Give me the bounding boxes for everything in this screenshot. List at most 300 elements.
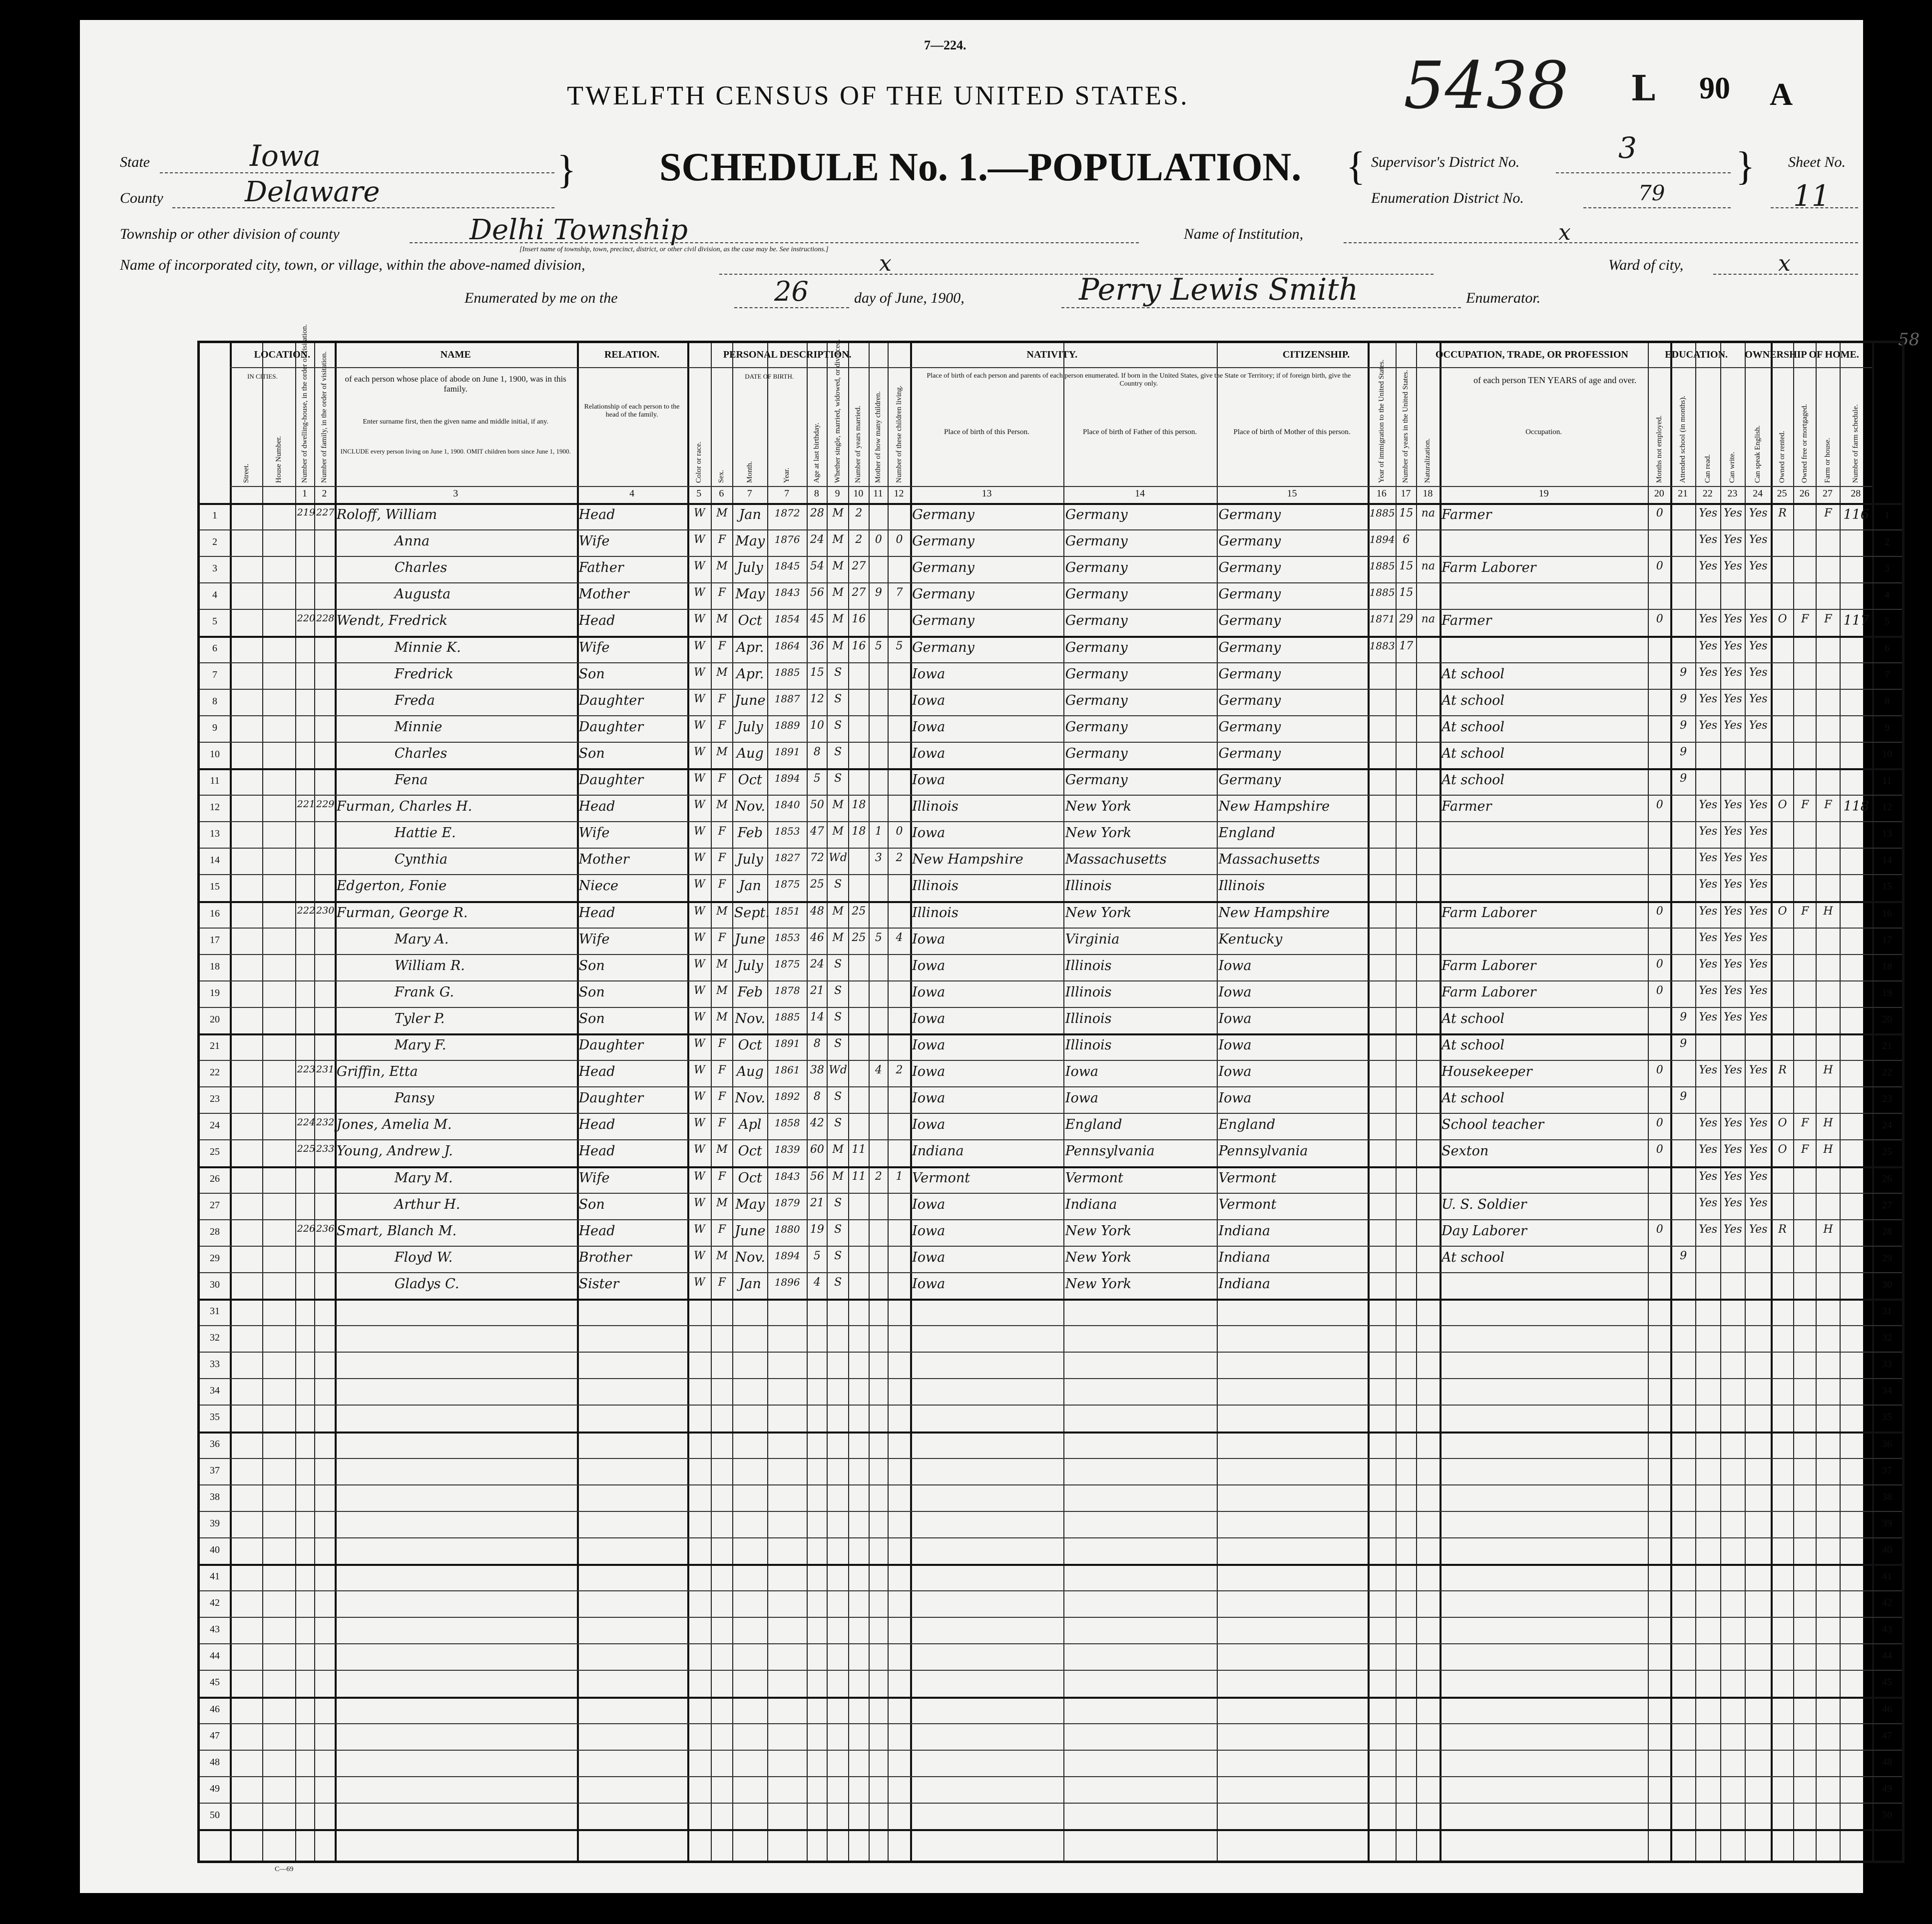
- cell-occ: At school: [1442, 719, 1504, 735]
- cell-pf: Germany: [1065, 533, 1128, 549]
- column-label: Number of farm schedule.: [1852, 404, 1860, 483]
- row-number-right: 29: [1882, 1252, 1892, 1264]
- enumeration-line: [1583, 207, 1731, 208]
- row-number-right: 39: [1882, 1517, 1892, 1529]
- institution-label: Name of Institution,: [1184, 226, 1304, 242]
- column-line: [732, 343, 733, 1861]
- cell-age: 47: [810, 825, 824, 838]
- cell-mon: Nov.: [735, 799, 765, 815]
- column-group-header: OWNERSHIP OF HOME.: [1745, 349, 1859, 360]
- cell-col: W: [693, 1037, 705, 1050]
- cell-name: Minnie: [394, 719, 443, 735]
- cell-age: 42: [810, 1117, 824, 1130]
- cell-ms: M: [832, 586, 844, 599]
- cell-fs: 118: [1843, 799, 1870, 815]
- cell-mon: Oct: [738, 1143, 762, 1159]
- right-brace: {: [1346, 144, 1366, 188]
- cell-sex: M: [716, 745, 728, 758]
- cell-sch: 9: [1680, 1090, 1687, 1103]
- cell-pb: Germany: [912, 560, 974, 576]
- cell-name: Jones, Amelia M.: [336, 1117, 452, 1133]
- cell-age: 50: [810, 799, 824, 812]
- cell-yr: 1854: [774, 613, 800, 625]
- column-label: Occupation.: [1525, 428, 1562, 436]
- cell-ms: S: [834, 1037, 842, 1050]
- cell-yr: 1839: [774, 1143, 800, 1156]
- township-instruction: [Insert name of township, town, precinct, district, or other civil division, as the case may be. See instructions.]: [519, 246, 829, 253]
- cell-pm: New Hampshire: [1218, 905, 1330, 921]
- cell-ms: S: [834, 745, 842, 758]
- cell-mc: 5: [875, 931, 882, 944]
- cell-col: W: [693, 719, 705, 732]
- cell-dw: 224: [297, 1117, 316, 1128]
- row-number-right: 25: [1882, 1146, 1892, 1158]
- cell-sex: M: [716, 613, 728, 626]
- cell-sp: Yes: [1749, 825, 1768, 838]
- cell-pf: Germany: [1065, 719, 1128, 735]
- cell-mc: 2: [875, 1170, 882, 1183]
- cell-yr: 1894: [774, 1249, 800, 1262]
- row-number-left: 31: [210, 1306, 220, 1317]
- cell-col: W: [693, 984, 705, 997]
- row-number-right: 13: [1882, 828, 1892, 840]
- column-label: Can speak English.: [1754, 425, 1762, 483]
- cell-own: O: [1778, 1143, 1787, 1156]
- cell-rd: Yes: [1699, 852, 1718, 865]
- cell-dw: 226: [297, 1223, 316, 1234]
- cell-nat: na: [1421, 560, 1435, 573]
- row-line: [200, 1007, 1902, 1008]
- cell-ms: S: [834, 692, 842, 705]
- cell-occ: School teacher: [1442, 1117, 1544, 1133]
- column-label: Number of these children living.: [895, 385, 903, 483]
- cell-pf: New York: [1065, 905, 1132, 921]
- cell-pb: Iowa: [912, 1196, 946, 1212]
- cell-fm: F: [1801, 1117, 1809, 1130]
- cell-sex: M: [716, 1249, 728, 1262]
- cell-ms: S: [834, 1276, 842, 1289]
- cell-rel: Head: [578, 613, 615, 629]
- row-number-right: 41: [1882, 1571, 1892, 1582]
- row-line: [200, 954, 1902, 955]
- cell-name: Roloff, William: [336, 507, 438, 522]
- cell-age: 8: [813, 1037, 821, 1050]
- city-value: x: [879, 251, 892, 276]
- column-label: Whether single, married, widowed, or divorced.: [833, 339, 842, 483]
- cell-fam: 236: [316, 1223, 335, 1234]
- cell-wr: Yes: [1723, 560, 1742, 573]
- column-line: [1840, 343, 1841, 1861]
- row-number-left: 23: [210, 1093, 220, 1105]
- cell-pf: Germany: [1065, 639, 1128, 655]
- cell-pf: New York: [1065, 1223, 1132, 1239]
- row-number-right: 20: [1882, 1013, 1892, 1025]
- column-number: 10: [853, 488, 864, 499]
- cell-fh: H: [1823, 1117, 1833, 1130]
- cell-age: 21: [810, 984, 824, 997]
- row-number-right: 28: [1882, 1226, 1892, 1237]
- cell-yus: 29: [1399, 613, 1414, 626]
- cell-sp: Yes: [1749, 1010, 1768, 1023]
- cell-wr: Yes: [1723, 1196, 1742, 1209]
- cell-pf: Germany: [1065, 666, 1128, 682]
- form-number: 7—224.: [924, 38, 966, 52]
- cell-pf: Illinois: [1065, 1010, 1112, 1026]
- cell-yr: 1875: [774, 878, 800, 891]
- cell-yr: 1861: [774, 1064, 800, 1076]
- cell-wr: Yes: [1723, 825, 1742, 838]
- column-label: Number of years married.: [854, 406, 863, 483]
- cell-age: 4: [813, 1276, 821, 1289]
- column-group-header: RELATION.: [604, 349, 660, 360]
- cell-age: 45: [810, 613, 824, 626]
- cell-age: 25: [810, 878, 824, 891]
- cell-yi: 1883: [1369, 639, 1395, 652]
- cell-occ: At school: [1442, 1037, 1504, 1053]
- row-line: [200, 980, 1902, 981]
- row-number-left: 16: [210, 908, 220, 919]
- row-line: [200, 1537, 1902, 1538]
- cell-rel: Head: [578, 1064, 615, 1080]
- column-number: 12: [894, 488, 904, 499]
- cell-pf: Illinois: [1065, 958, 1112, 973]
- cell-pm: Germany: [1218, 613, 1281, 629]
- cell-rel: Son: [578, 958, 605, 973]
- cell-name: Pansy: [394, 1090, 435, 1106]
- cell-col: W: [693, 1276, 705, 1289]
- column-line: [262, 343, 263, 1861]
- cell-ym: 18: [852, 799, 866, 812]
- row-number-left: 49: [210, 1783, 220, 1794]
- stamped-page-number: 90: [1699, 71, 1730, 105]
- row-number-left: 32: [210, 1332, 220, 1344]
- cell-name: Griffin, Etta: [336, 1064, 418, 1080]
- row-number-left: 47: [210, 1730, 220, 1741]
- cell-pf: Illinois: [1065, 984, 1112, 1000]
- cell-name: Arthur H.: [394, 1196, 461, 1212]
- cell-sp: Yes: [1749, 613, 1768, 626]
- cell-pm: England: [1218, 1117, 1276, 1133]
- cell-pb: Iowa: [912, 772, 946, 788]
- cell-pm: Iowa: [1218, 984, 1252, 1000]
- cell-pf: Germany: [1065, 507, 1128, 522]
- row-line: [200, 1484, 1902, 1485]
- column-group-header: NATIVITY.: [1026, 349, 1078, 360]
- cell-pb: Iowa: [912, 1249, 946, 1265]
- row-number-right: 22: [1882, 1067, 1892, 1078]
- supervisor-district-label: Supervisor's District No.: [1371, 154, 1520, 170]
- cell-fam: 228: [316, 613, 335, 624]
- cell-ms: M: [832, 533, 844, 546]
- row-number-left: 14: [210, 855, 220, 866]
- row-line: [200, 1352, 1902, 1353]
- cell-rd: Yes: [1699, 1143, 1718, 1156]
- row-line: [200, 1272, 1902, 1273]
- row-number-right: 4: [1885, 589, 1890, 601]
- row-number-left: 33: [210, 1359, 220, 1370]
- cell-rd: Yes: [1699, 692, 1718, 705]
- row-line: [200, 609, 1902, 610]
- cell-sch: 9: [1680, 1249, 1687, 1262]
- name-instruction: Enter surname first, then the given name and middle initial, if any.: [363, 418, 548, 426]
- cell-name: Smart, Blanch M.: [336, 1223, 457, 1239]
- cell-wr: Yes: [1723, 692, 1742, 705]
- column-line: [807, 343, 808, 1861]
- cell-cl: 2: [896, 1064, 903, 1077]
- cell-rel: Son: [578, 984, 605, 1000]
- row-line: [200, 1432, 1902, 1434]
- cell-wr: Yes: [1723, 1010, 1742, 1023]
- cell-sex: F: [718, 878, 726, 891]
- cell-sex: F: [718, 825, 726, 838]
- cell-sp: Yes: [1749, 984, 1768, 997]
- row-number-left: 50: [210, 1809, 220, 1821]
- cell-pm: New Hampshire: [1218, 799, 1330, 815]
- cell-name: Hattie E.: [394, 825, 456, 841]
- cell-pm: Vermont: [1218, 1170, 1277, 1186]
- cell-ym: 16: [852, 639, 866, 652]
- header-bottom-line: [200, 503, 1902, 505]
- cell-sex: M: [716, 905, 728, 918]
- cell-yr: 1892: [774, 1090, 800, 1103]
- row-line: [200, 1405, 1902, 1406]
- cell-name: Floyd W.: [394, 1249, 453, 1265]
- cell-mc: 4: [875, 1064, 882, 1077]
- row-line: [200, 1697, 1902, 1699]
- row-number-left: 42: [210, 1597, 220, 1609]
- row-number-left: 7: [212, 669, 217, 680]
- row-number-left: 46: [210, 1703, 220, 1715]
- cell-name: Edgerton, Fonie: [336, 878, 447, 894]
- cell-col: W: [693, 1064, 705, 1077]
- cell-name: Gladys C.: [394, 1276, 460, 1292]
- cell-pm: Germany: [1218, 507, 1281, 522]
- cell-yr: 1853: [774, 825, 800, 838]
- cell-sch: 9: [1680, 719, 1687, 732]
- column-label: Year.: [783, 468, 791, 483]
- cell-col: W: [693, 799, 705, 812]
- column-number: 28: [1851, 488, 1861, 499]
- cell-ym: 25: [852, 931, 866, 944]
- cell-age: 10: [810, 719, 824, 732]
- cell-rel: Daughter: [578, 1090, 644, 1106]
- cell-sex: F: [718, 931, 726, 944]
- cell-rel: Head: [578, 1143, 615, 1159]
- cell-mc: 3: [875, 852, 882, 865]
- enumerator-label: Enumerator.: [1466, 290, 1541, 306]
- cell-ms: Wd: [829, 852, 847, 865]
- cell-wr: Yes: [1723, 719, 1742, 732]
- cell-age: 24: [810, 958, 824, 970]
- cell-yi: 1894: [1369, 533, 1395, 546]
- cell-ms: S: [834, 666, 842, 679]
- row-line: [200, 901, 1902, 903]
- cell-name: Fena: [394, 772, 428, 788]
- row-number-left: 1: [212, 510, 217, 521]
- column-group-header: OCCUPATION, TRADE, OR PROFESSION: [1435, 349, 1628, 360]
- cell-yr: 1896: [774, 1276, 800, 1288]
- column-number: 8: [814, 488, 819, 499]
- cell-fam: 233: [316, 1143, 335, 1155]
- cell-fh: H: [1823, 1143, 1833, 1156]
- column-number: 25: [1777, 488, 1787, 499]
- cell-pb: Germany: [912, 586, 974, 602]
- cell-sex: M: [716, 799, 728, 812]
- cell-col: W: [693, 852, 705, 865]
- cell-pb: Iowa: [912, 958, 946, 973]
- column-number: 7: [747, 488, 752, 499]
- cell-occ: Sexton: [1442, 1143, 1489, 1159]
- handwritten-letter: L: [1631, 67, 1656, 109]
- row-number-left: 35: [210, 1412, 220, 1423]
- township-value: Delhi Township: [470, 214, 688, 246]
- cell-nat: na: [1421, 613, 1435, 626]
- cell-yr: 1827: [774, 852, 800, 864]
- row-line: [200, 1617, 1902, 1618]
- cell-sex: F: [718, 1090, 726, 1103]
- cell-mon: Oct: [738, 772, 762, 788]
- row-line: [200, 928, 1902, 929]
- row-line: [200, 874, 1902, 875]
- cell-col: W: [693, 639, 705, 652]
- cell-col: W: [693, 560, 705, 573]
- cell-sp: Yes: [1749, 799, 1768, 812]
- column-number: 14: [1135, 488, 1145, 499]
- cell-col: W: [693, 878, 705, 891]
- cell-age: 14: [810, 1010, 824, 1023]
- cell-pb: Iowa: [912, 1276, 946, 1292]
- row-line: [200, 768, 1902, 770]
- row-number-left: 6: [212, 642, 217, 654]
- cell-ms: M: [832, 613, 844, 626]
- date-suffix-label: day of June, 1900,: [854, 290, 965, 306]
- county-label: County: [120, 190, 163, 206]
- cell-mon: May: [735, 533, 765, 549]
- margin-note: 58: [1898, 330, 1920, 350]
- township-label: Township or other division of county: [120, 226, 340, 242]
- cell-pm: Germany: [1218, 639, 1281, 655]
- row-line: [200, 1750, 1902, 1751]
- cell-ms: S: [834, 772, 842, 785]
- cell-sp: Yes: [1749, 958, 1768, 970]
- cell-ym: 2: [855, 533, 863, 546]
- cell-wr: Yes: [1723, 984, 1742, 997]
- cell-rel: Son: [578, 745, 605, 761]
- institution-line: [1344, 242, 1858, 243]
- column-line: [1063, 343, 1064, 1861]
- cell-pf: Pennsylvania: [1065, 1143, 1155, 1159]
- cell-fs: 117: [1843, 613, 1870, 629]
- row-line: [200, 1590, 1902, 1591]
- cell-occ: Day Laborer: [1442, 1223, 1527, 1239]
- cell-age: 19: [810, 1223, 824, 1236]
- row-line: [200, 1564, 1902, 1566]
- cell-col: W: [693, 825, 705, 838]
- relation-description: Relationship of each person to the head of the family.: [584, 403, 680, 419]
- cell-pm: England: [1218, 825, 1276, 841]
- cell-pb: Illinois: [912, 799, 959, 815]
- cell-mne: 0: [1656, 958, 1663, 970]
- cell-own: O: [1778, 613, 1787, 626]
- cell-sex: F: [718, 1117, 726, 1130]
- row-number-right: 35: [1882, 1412, 1892, 1423]
- cell-col: W: [693, 931, 705, 944]
- cell-cl: 0: [896, 825, 903, 838]
- row-number-right: 42: [1882, 1597, 1892, 1609]
- row-line: [200, 1139, 1902, 1140]
- cell-rel: Daughter: [578, 719, 644, 735]
- cell-wr: Yes: [1723, 1064, 1742, 1077]
- row-line: [200, 1193, 1902, 1194]
- column-label: Months not employed.: [1655, 415, 1663, 483]
- cell-ms: S: [834, 1010, 842, 1023]
- cell-mon: June: [734, 1223, 766, 1239]
- cell-yi: 1885: [1369, 586, 1395, 599]
- supervisor-district-value: 3: [1618, 131, 1637, 165]
- cell-rd: Yes: [1699, 984, 1718, 997]
- row-number-left: 44: [210, 1650, 220, 1662]
- column-number: 3: [453, 488, 459, 499]
- row-line: [200, 1325, 1902, 1326]
- cell-mon: Apr.: [736, 666, 764, 682]
- cell-sex: M: [716, 560, 728, 573]
- cell-name: Furman, George R.: [336, 905, 468, 921]
- row-number-right: 45: [1882, 1677, 1892, 1688]
- cell-age: 8: [813, 745, 821, 758]
- cell-sex: F: [718, 1223, 726, 1236]
- row-number-right: 10: [1882, 748, 1892, 760]
- row-number-left: 26: [210, 1173, 220, 1184]
- cell-fam: 230: [316, 905, 335, 916]
- cell-rel: Daughter: [578, 692, 644, 708]
- cell-age: 54: [810, 560, 824, 573]
- row-number-right: 6: [1885, 642, 1890, 654]
- row-line: [200, 1458, 1902, 1459]
- cell-pm: Germany: [1218, 772, 1281, 788]
- cell-wr: Yes: [1723, 905, 1742, 918]
- cell-rd: Yes: [1699, 507, 1718, 519]
- cell-pm: Pennsylvania: [1218, 1143, 1308, 1159]
- cell-own: R: [1778, 1223, 1787, 1236]
- column-line: [1695, 343, 1696, 1861]
- day-line: [734, 307, 849, 308]
- cell-pf: Germany: [1065, 560, 1128, 576]
- cell-occ: At school: [1442, 745, 1504, 761]
- cell-rel: Head: [578, 905, 615, 921]
- cell-nat: na: [1421, 507, 1435, 519]
- cell-pm: Iowa: [1218, 1010, 1252, 1026]
- enumerated-day: 26: [774, 276, 809, 307]
- cell-pb: Iowa: [912, 1010, 946, 1026]
- cell-dw: 219: [297, 507, 316, 518]
- row-number-right: 40: [1882, 1544, 1892, 1555]
- column-label: Number of years in the United States.: [1402, 370, 1410, 483]
- row-number-left: 37: [210, 1464, 220, 1476]
- column-label: Farm or house.: [1823, 438, 1832, 483]
- cell-wr: Yes: [1723, 613, 1742, 626]
- cell-age: 24: [810, 533, 824, 546]
- cell-mon: June: [734, 692, 766, 708]
- cell-col: W: [693, 745, 705, 758]
- cell-fh: H: [1823, 1064, 1833, 1077]
- cell-sex: M: [716, 507, 728, 519]
- cell-rel: Son: [578, 1010, 605, 1026]
- cell-yr: 1872: [774, 507, 800, 519]
- cell-age: 8: [813, 1090, 821, 1103]
- cell-wr: Yes: [1723, 852, 1742, 865]
- cell-mon: Apl: [739, 1117, 762, 1133]
- column-label: Month.: [745, 461, 754, 483]
